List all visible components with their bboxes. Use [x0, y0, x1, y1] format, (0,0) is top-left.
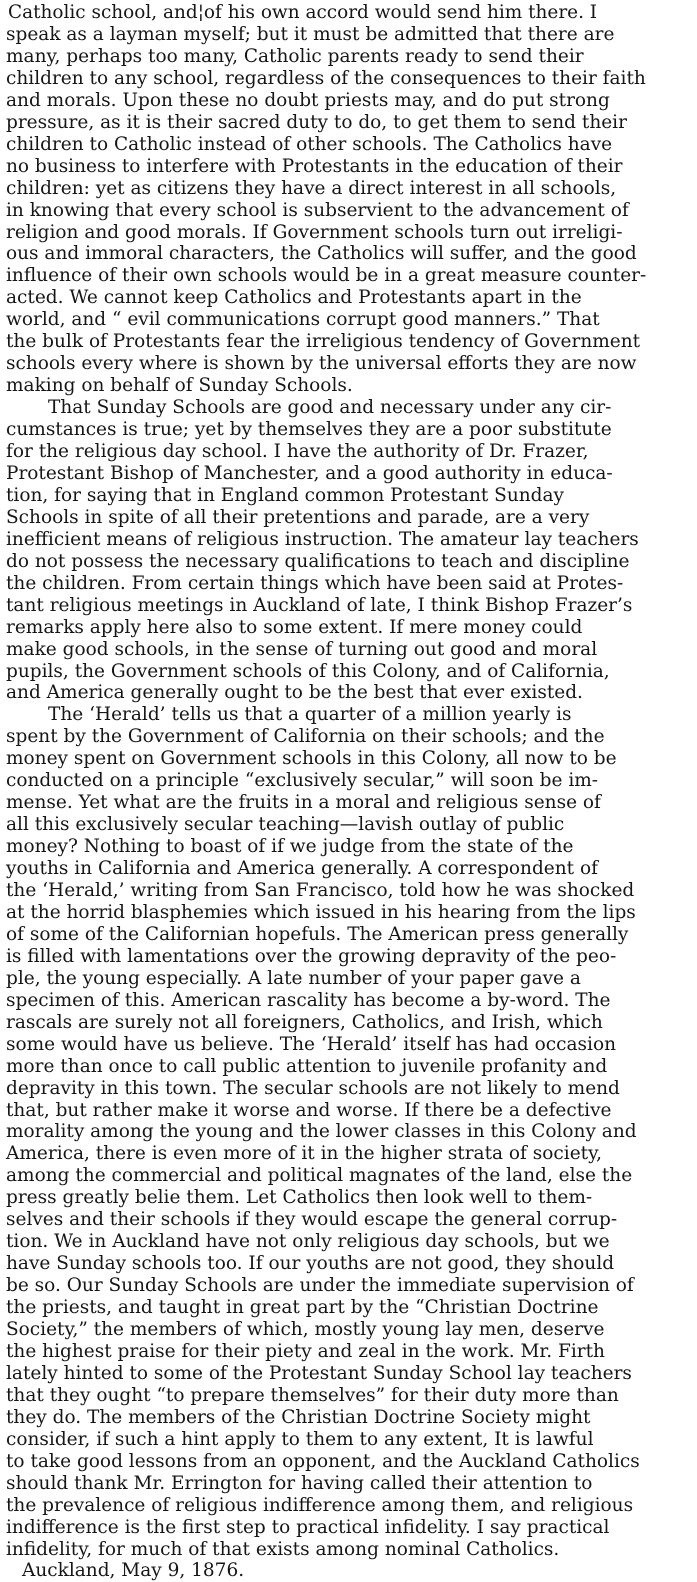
text-line: make good schools, in the sense of turning out good and moral: [6, 638, 598, 660]
text-line: children to any school, regardless of the consequences to their faith: [6, 67, 646, 89]
text-line: infidelity, for much of that exists among nominal Catholics.: [6, 1538, 560, 1560]
text-line: indifference is the first step to practical infidelity. I say practical: [6, 1516, 610, 1538]
text-line: the bulk of Protestants fear the irreligious tendency of Government: [6, 331, 641, 353]
text-line: no business to interfere with Protestants in the education of their: [6, 155, 623, 177]
text-line: speak as a layman myself; but it must be admitted that there are: [6, 23, 615, 45]
text-line: lately hinted to some of the Protestant Sunday School lay teachers: [6, 1362, 632, 1384]
text-line: rascals are surely not all foreigners, Catholics, and Irish, which: [6, 1011, 603, 1033]
text-line: Protestant Bishop of Manchester, and a good authority in educa-: [6, 462, 613, 484]
text-line: tant religious meetings in Auckland of late, I think Bishop Frazer’s: [6, 594, 633, 616]
text-line: Catholic school, and¦of his own accord would send him there. I: [8, 2, 598, 23]
text-line: mense. Yet what are the fruits in a moral and religious sense of: [6, 792, 601, 814]
text-line: schools every where is shown by the universal efforts they are now: [6, 353, 637, 375]
text-line: The ‘Herald’ tells us that a quarter of a million yearly is: [48, 704, 572, 726]
text-line: the priests, and taught in great part by the “Christian Doctrine: [6, 1297, 599, 1319]
text-line: and morals. Upon these no doubt priests may, and do put strong: [6, 89, 610, 111]
text-line: more than once to call public attention to juvenile profanity and: [6, 1055, 608, 1077]
text-line: pressure, as it is their sacred duty to do, to get them to send their: [6, 111, 627, 133]
text-line: have Sunday schools too. If our youths are not good, they should: [6, 1253, 615, 1275]
text-line: remarks apply here also to some extent. If mere money could: [6, 616, 583, 638]
text-line: That Sunday Schools are good and necessary under any cir-: [48, 397, 612, 419]
text-line: of some of the Californian hopefuls. The American press generally: [6, 923, 629, 945]
text-line: inefficient means of religious instruction. The amateur lay teachers: [6, 528, 639, 550]
text-line: should thank Mr. Errington for having called their attention to: [6, 1472, 593, 1494]
text-line: the prevalence of religious indifference among them, and religious: [6, 1494, 634, 1516]
text-line: in knowing that every school is subservient to the advancement of: [6, 199, 629, 221]
text-line: that they ought “to prepare themselves” for their duty more than: [6, 1384, 619, 1406]
text-line: acted. We cannot keep Catholics and Protestants apart in the: [6, 287, 582, 309]
text-line: do not possess the necessary qualifications to teach and discipline: [6, 550, 630, 572]
text-line: at the horrid blasphemies which issued in his hearing from the lips: [6, 901, 636, 923]
text-line: conducted on a principle “exclusively secular,” will soon be im-: [6, 770, 599, 792]
dateline: Auckland, May 9, 1876.: [22, 1560, 245, 1582]
text-line: ous and immoral characters, the Catholics will suffer, and the good: [6, 243, 637, 265]
text-line: ple, the young especially. A late number of your paper gave a: [6, 967, 581, 989]
text-line: selves and their schools if they would escape the general corrup-: [6, 1209, 618, 1231]
text-line: Schools in spite of all their pretentions and parade, are a very: [6, 506, 590, 528]
text-line: and America generally ought to be the best that ever existed.: [6, 682, 583, 704]
text-line: depravity in this town. The secular schools are not likely to mend: [6, 1077, 620, 1099]
text-line: world, and “ evil communications corrupt good manners.” That: [6, 309, 600, 331]
text-line: that, but rather make it worse and worse. If there be a defective: [6, 1099, 612, 1121]
text-line: among the commercial and political magnates of the land, else the: [6, 1165, 633, 1187]
text-line: they do. The members of the Christian Doctrine Society might: [6, 1406, 591, 1428]
text-line: to take good lessons from an opponent, and the Auckland Catholics: [6, 1450, 640, 1472]
text-line: many, perhaps too many, Catholic parents ready to send their: [6, 45, 584, 67]
text-line: children to Catholic instead of other schools. The Catholics have: [6, 133, 613, 155]
text-line: spent by the Government of California on their schools; and the: [6, 726, 605, 748]
text-line: for the religious day school. I have the authority of Dr. Frazer,: [6, 441, 589, 462]
text-line: tion, for saying that in England common Protestant Sunday: [6, 484, 564, 506]
text-line: the highest praise for their piety and zeal in the work. Mr. Firth: [6, 1340, 605, 1362]
text-line: consider, if such a hint apply to them to any extent, It is lawful: [6, 1428, 594, 1450]
text-line: religion and good morals. If Government schools turn out irreligi-: [6, 221, 623, 243]
text-line: money spent on Government schools in this Colony, all now to be: [6, 748, 617, 770]
text-line: children: yet as citizens they have a direct interest in all schools,: [6, 177, 617, 199]
text-line: making on behalf of Sunday Schools.: [6, 375, 353, 397]
text-line: specimen of this. American rascality has become a by-word. The: [6, 989, 611, 1011]
text-line: the children. From certain things which have been said at Protes-: [6, 572, 624, 594]
text-line: all this exclusively secular teaching—lavish outlay of public: [6, 814, 565, 836]
text-line: press greatly belie them. Let Catholics then look well to them-: [6, 1187, 593, 1209]
text-line: America, there is even more of it in the higher strata of society,: [6, 1143, 602, 1165]
text-line: is filled with lamentations over the growing depravity of the peo-: [6, 945, 617, 967]
text-line: cumstances is true; yet by themselves they are a poor substitute: [6, 419, 612, 441]
text-line: youths in California and America generally. A correspondent of: [6, 858, 598, 880]
text-line: tion. We in Auckland have not only religious day schools, but we: [6, 1231, 610, 1253]
text-line: money? Nothing to boast of if we judge from the state of the: [6, 836, 574, 858]
text-line: be so. Our Sunday Schools are under the immediate supervision of: [6, 1275, 634, 1297]
text-line: morality among the young and the lower classes in this Colony and: [6, 1121, 637, 1143]
text-line: some would have us believe. The ‘Herald’ itself has had occasion: [6, 1033, 616, 1055]
text-line: the ‘Herald,’ writing from San Francisco, told how he was shocked: [6, 880, 635, 901]
text-line: pupils, the Government schools of this Colony, and of California,: [6, 660, 610, 682]
text-line: Society,” the members of which, mostly young lay men, deserve: [6, 1319, 605, 1340]
text-line: influence of their own schools would be in a great measure counter-: [6, 265, 647, 287]
